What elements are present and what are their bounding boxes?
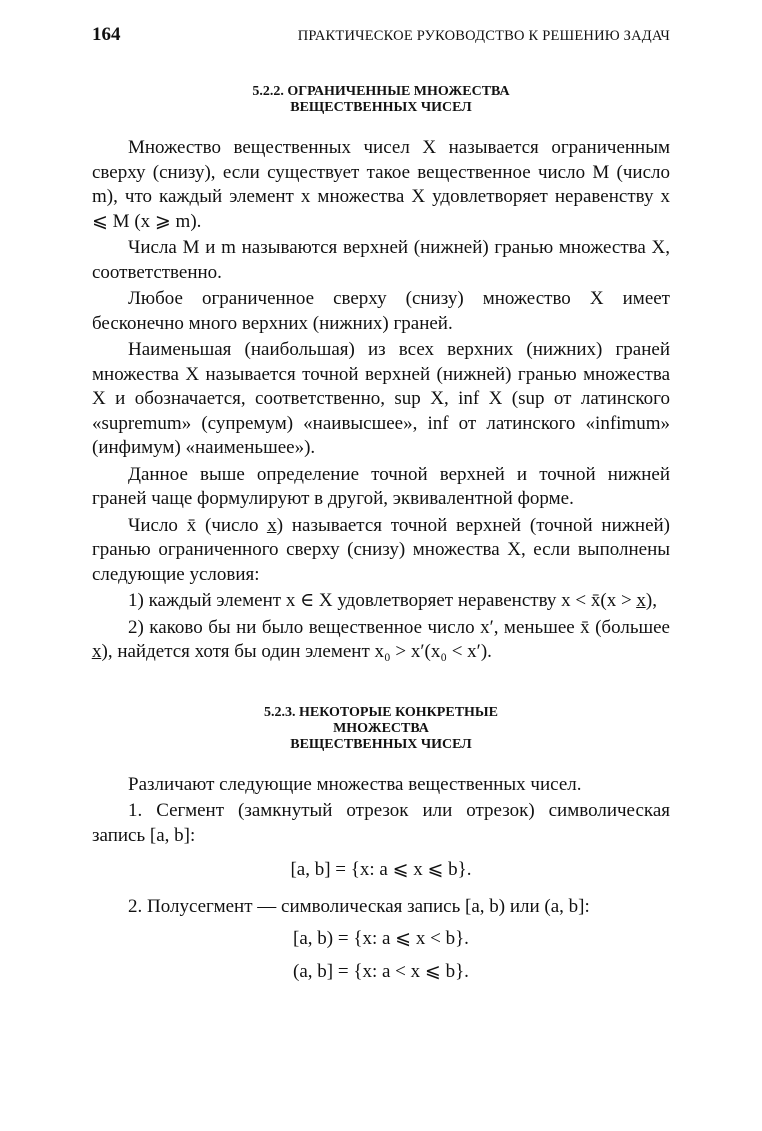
formula-half-segment-right: (a, b] = {x: a < x ⩽ b}. [293,960,469,982]
section-heading-line: ВЕЩЕСТВЕННЫХ ЧИСЕЛ [290,736,472,752]
section-heading-5-2-2 [92,84,670,116]
page-number: 164 [92,24,121,45]
section-heading-5-2-3 [92,705,670,753]
section-heading-line: 5.2.3. НЕКОТОРЫЕ КОНКРЕТНЫЕ [263,704,499,720]
condition-1: 1) каждый элемент x ∈ X удовлетворяет неравенству x < x̄(x > x̲), [128,590,657,611]
paragraph: Любое ограниченное сверху (снизу) множество X имеет бесконечно много верхних (нижних) граней. [92,288,670,334]
running-head [92,24,670,46]
running-title: ПРАКТИЧЕСКОЕ РУКОВОДСТВО К РЕШЕНИЮ ЗАДАЧ [297,28,670,44]
paragraph: Различают следующие множества вещественных чисел. [128,773,582,795]
list-item: 2. Полусегмент — символическая запись [a, b) или (a, b]: [128,895,590,917]
paragraph: Числа M и m называются верхней (нижней) гранью множества X, соответственно. [92,237,670,283]
list-item: 1. Сегмент (замкнутый отрезок или отрезок) символическая запись [a, b]: [92,800,670,846]
formula-half-segment-left: [a, b) = {x: a ⩽ x < b}. [293,928,469,949]
paragraph: Число x̄ (число x̲) называется точной верхней (точной нижней) гранью ограниченного сверху (снизу) множества X, если выполнены следующие условия: [92,514,670,585]
section-heading-line: МНОЖЕСТВА [333,720,429,736]
condition-2: 2) каково бы ни было вещественное число x′, меньшее x̄ (большее x̲), найдется хотя бы один элемент x₀ > x′(x₀ < x′). [92,616,670,662]
paragraph: Данное выше определение точной верхней и точной нижней граней чаще формулируют в другой, эквивалентной форме. [92,463,670,509]
section-heading-line: ВЕЩЕСТВЕННЫХ ЧИСЕЛ [290,100,472,115]
section-heading-line: 5.2.2. ОГРАНИЧЕННЫЕ МНОЖЕСТВА [252,84,510,99]
paragraph: Множество вещественных чисел X называется ограниченным сверху (снизу), если существует такое вещественное число M (число m), что каждый элемент x множества X удовлетворяет неравенству x ⩽ M (x ⩾ m). [92,137,670,232]
paragraph: Наименьшая (наибольшая) из всех верхних (нижних) граней множества X называется точной верхней (нижней) гранью множества X и обозначается, соответственно, sup X, inf X (sup от латинского «supremum» (супремум) «наивысшее», inf от латинского «infimum» (инфимум) «наименьшее»). [92,339,670,458]
formula-segment: [a, b] = {x: a ⩽ x ⩽ b}. [290,859,472,880]
